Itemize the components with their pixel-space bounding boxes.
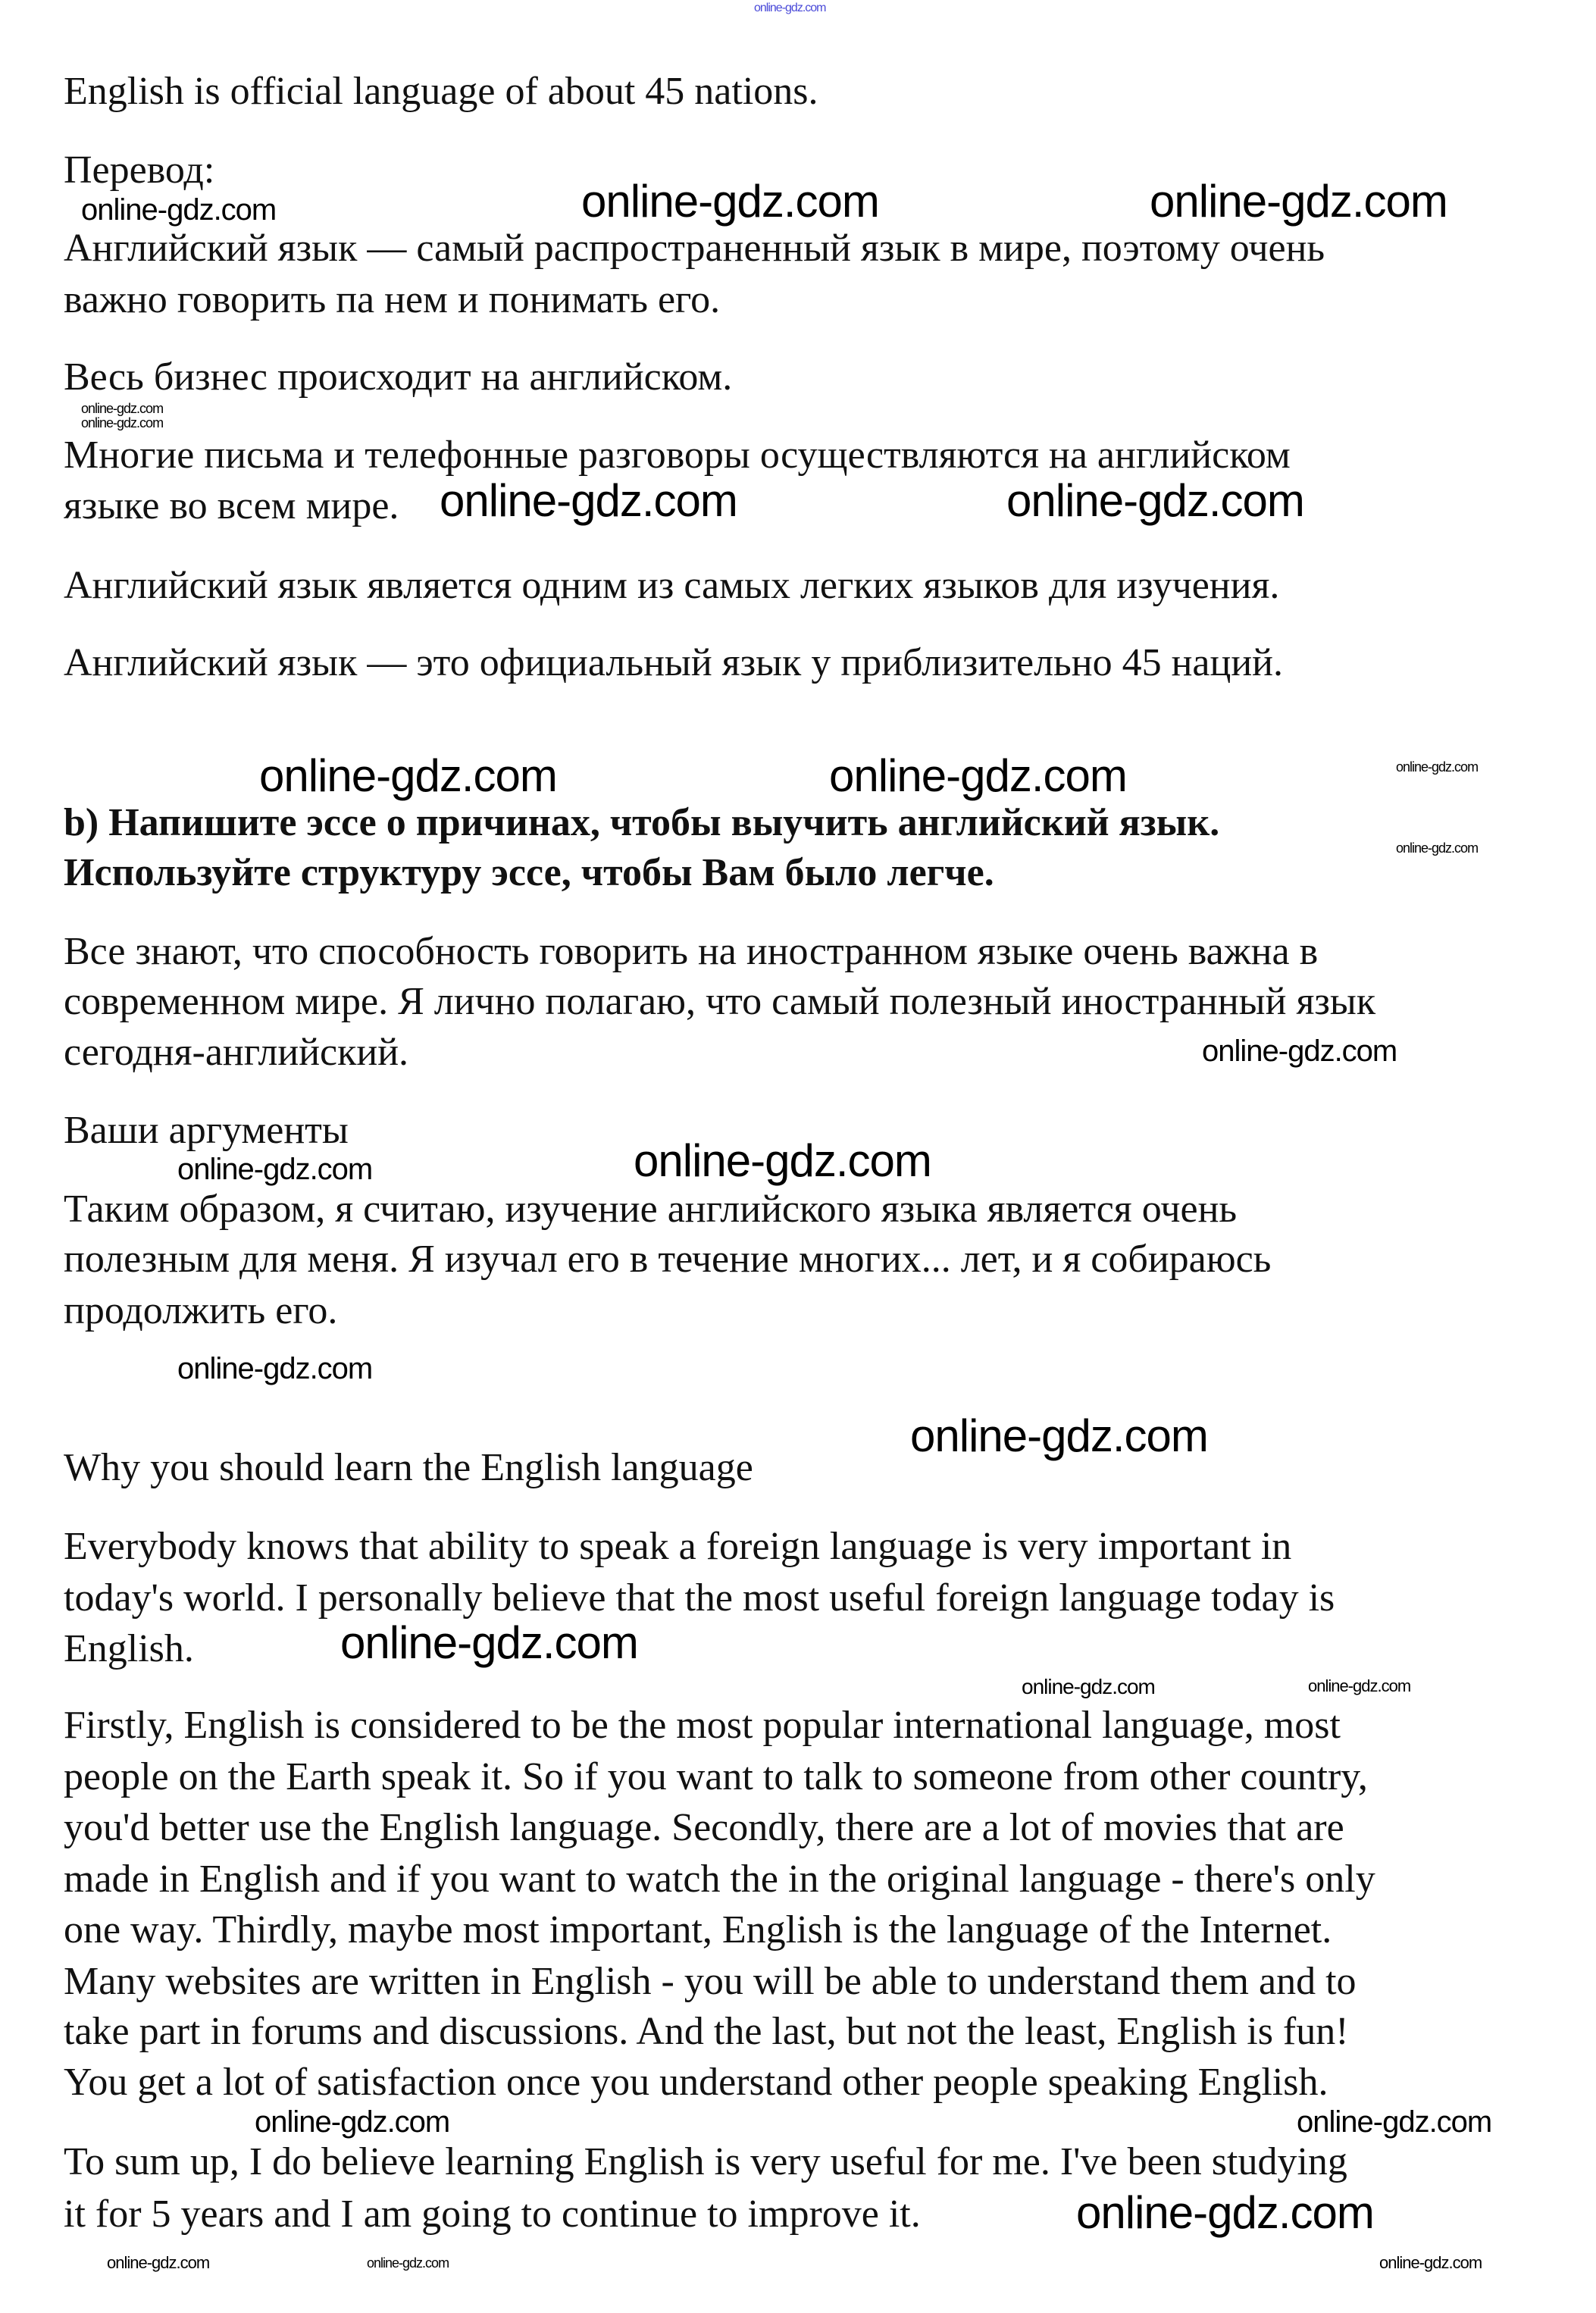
text-line: сегодня-английский. (64, 1031, 409, 1074)
watermark: online-gdz.com (1006, 475, 1304, 526)
watermark: online-gdz.com (1308, 1676, 1411, 1695)
text-line: You get a lot of satisfaction once you understand other people speaking English. (64, 2061, 1328, 2104)
watermark: online-gdz.com (177, 1153, 373, 1186)
text-line: Английский язык — самый распространенный язык в мире, поэтому очень (64, 227, 1325, 270)
text-line: Английский язык является одним из самых легких языков для изучения. (64, 564, 1280, 607)
text-line: Everybody knows that ability to speak a foreign language is very important in (64, 1525, 1292, 1568)
text-line: Английский язык — это официальный язык у приблизительно 45 наций. (64, 641, 1283, 684)
task-heading: Используйте структуру эссе, чтобы Вам было легче. (64, 851, 994, 894)
watermark: online-gdz.com (367, 2255, 449, 2271)
watermark: online-gdz.com (581, 176, 879, 227)
watermark: online-gdz.com (1379, 2253, 1482, 2272)
watermark: online-gdz.com (1150, 176, 1447, 227)
watermark: online-gdz.com (634, 1135, 931, 1186)
watermark: online-gdz.com (259, 750, 557, 801)
text-line: Таким образом, я считаю, изучение английского языка является очень (64, 1188, 1238, 1231)
watermark: online-gdz.com (255, 2105, 450, 2139)
watermark: online-gdz.com (1076, 2187, 1374, 2238)
watermark: online-gdz.com (910, 1410, 1208, 1461)
text-line: To sum up, I do believe learning English is very useful for me. I've been studying (64, 2140, 1347, 2183)
watermark: online-gdz.com (440, 475, 737, 526)
text-line: it for 5 years and I am going to continue to improve it. (64, 2192, 921, 2236)
text-line: языке во всем мире. (64, 484, 399, 527)
watermark: online-gdz.com (829, 750, 1127, 801)
watermark: online-gdz.com (340, 1617, 638, 1668)
text-line: one way. Thirdly, maybe most important, English is the language of the Internet. (64, 1908, 1332, 1951)
text-line: today's world. I personally believe that the most useful foreign language today is (64, 1576, 1335, 1620)
text-line: важно говорить па нем и понимать его. (64, 278, 721, 321)
text-line: take part in forums and discussions. And the last, but not the least, English is fun! (64, 2010, 1349, 2053)
task-heading: b) Напишите эссе о причинах, чтобы выучить английский язык. (64, 801, 1220, 844)
watermark: online-gdz.com (754, 2, 826, 14)
watermark: online-gdz.com (1396, 759, 1479, 775)
text-line: made in English and if you want to watch the in the original language - there's only (64, 1858, 1375, 1901)
text-line: Весь бизнес происходит на английском. (64, 355, 733, 399)
text-line: продолжить его. (64, 1289, 338, 1332)
text-line: Многие письма и телефонные разговоры осуществляются на английском (64, 433, 1291, 477)
text-line: you'd better use the English language. Secondly, there are a lot of movies that are (64, 1806, 1344, 1849)
text-line: Many websites are written in English - you will be able to understand them and to (64, 1960, 1357, 2003)
watermark: online-gdz.com (81, 415, 164, 430)
text-line: English is official language of about 45 nations. (64, 70, 818, 113)
watermark: online-gdz.com (107, 2253, 210, 2272)
watermark: online-gdz.com (177, 1352, 373, 1385)
essay-title: Why you should learn the English language (64, 1446, 753, 1489)
watermark: online-gdz.com (1022, 1675, 1155, 1698)
watermark: online-gdz.com (1202, 1034, 1397, 1068)
text-line: English. (64, 1627, 194, 1670)
text-line: современном мире. Я лично полагаю, что самый полезный иностранный язык (64, 980, 1376, 1023)
text-line: people on the Earth speak it. So if you want to talk to someone from other country, (64, 1755, 1368, 1798)
watermark: online-gdz.com (81, 193, 277, 227)
text-line: Firstly, English is considered to be the most popular international language, most (64, 1704, 1341, 1747)
watermark: online-gdz.com (1396, 840, 1479, 856)
watermark: online-gdz.com (1297, 2105, 1492, 2139)
watermark: online-gdz.com (81, 401, 164, 416)
text-line: Все знают, что способность говорить на иностранном языке очень важна в (64, 930, 1319, 973)
arguments-label: Ваши аргументы (64, 1109, 349, 1152)
translation-heading: Перевод: (64, 149, 215, 192)
text-line: полезным для меня. Я изучал его в течение многих... лет, и я собираюсь (64, 1238, 1272, 1281)
